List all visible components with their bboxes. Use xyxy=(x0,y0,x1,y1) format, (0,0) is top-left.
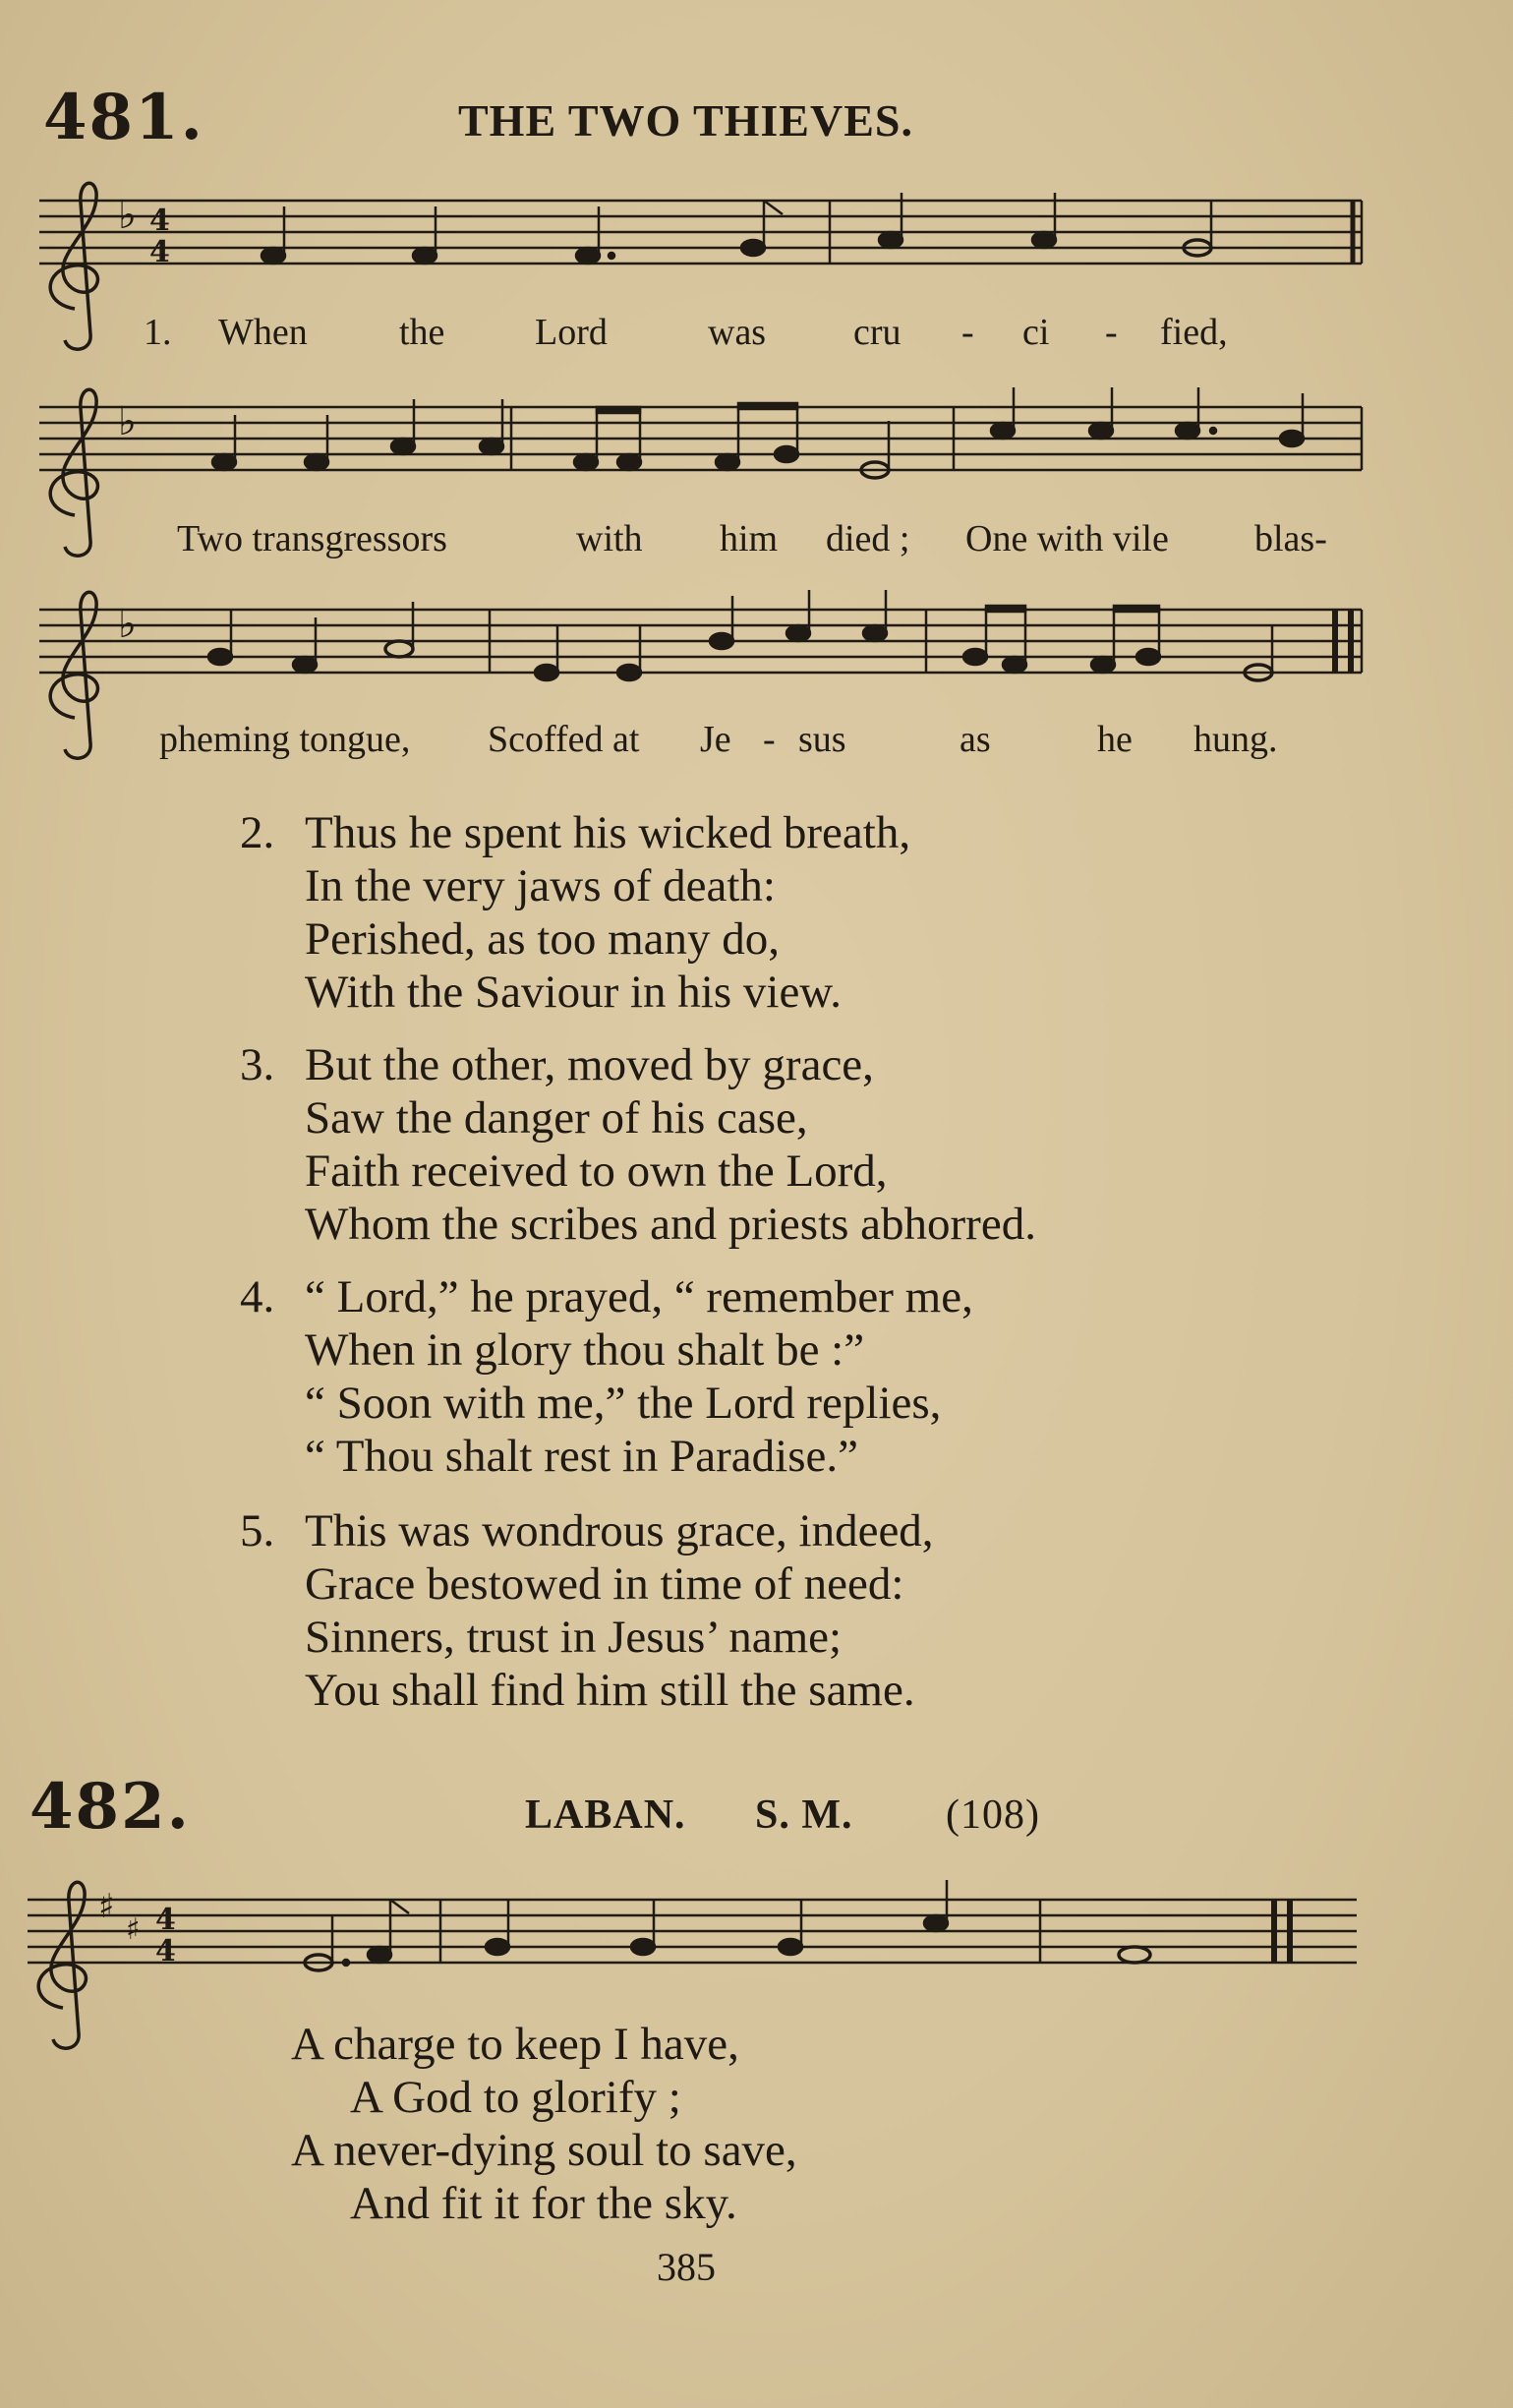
svg-text:4: 4 xyxy=(155,1934,176,1968)
svg-text:♭: ♭ xyxy=(118,193,137,238)
music-lyrics-line-3 xyxy=(0,718,1513,763)
verse-line: A never-dying soul to save, xyxy=(291,2125,797,2176)
lyric-syllable: Two transgressors xyxy=(177,518,447,559)
stanza-number: 2. xyxy=(240,807,275,858)
verse-line: A charge to keep I have, xyxy=(291,2019,739,2070)
stanza-3 xyxy=(240,1038,1321,1251)
lyric-syllable: - xyxy=(763,719,776,760)
music-lyrics-line-1 xyxy=(0,311,1513,356)
stanza-4 xyxy=(240,1270,1321,1483)
stanza-line: “ Thou shalt rest in Paradise.” xyxy=(305,1431,858,1482)
stanza-number: 3. xyxy=(240,1039,275,1090)
hymn-481-number: 481. xyxy=(43,81,204,154)
lyric-syllable: 1. xyxy=(144,312,172,353)
lyric-syllable: was xyxy=(708,312,767,353)
stanza-line: Sinners, trust in Jesus’ name; xyxy=(305,1612,843,1663)
hymn-482-tune-ref: (108) xyxy=(946,1792,1040,1838)
stanza-line: “ Lord,” he prayed, “ remember me, xyxy=(305,1271,973,1322)
stanza-line: Grace bestowed in time of need: xyxy=(305,1558,904,1610)
verse-line: And fit it for the sky. xyxy=(350,2178,737,2229)
stanza-2 xyxy=(240,806,1321,1019)
stanza-line: But the other, moved by grace, xyxy=(305,1039,874,1090)
stanza-line: Perished, as too many do, xyxy=(305,913,780,965)
stanza-line: In the very jaws of death: xyxy=(305,860,776,911)
hymn-482-meter: S. M. xyxy=(755,1792,853,1838)
stanza-line: With the Saviour in his view. xyxy=(305,967,842,1018)
lyric-syllable: - xyxy=(961,312,974,353)
stanza-line: When in glory thou shalt be :” xyxy=(305,1324,865,1376)
lyric-syllable: him xyxy=(720,518,779,559)
lyric-syllable: he xyxy=(1097,719,1133,760)
lyric-syllable: One with vile xyxy=(965,518,1169,559)
laban-verse xyxy=(291,2018,1274,2234)
stanza-5 xyxy=(240,1504,1321,1717)
stanza-line: Whom the scribes and priests abhorred. xyxy=(305,1199,1036,1250)
lyric-syllable: Scoffed at xyxy=(488,719,640,760)
music-lyrics-line-2 xyxy=(0,517,1513,562)
stanza-line: “ Soon with me,” the Lord replies, xyxy=(305,1378,942,1429)
stanza-number: 5. xyxy=(240,1505,275,1556)
lyric-syllable: pheming tongue, xyxy=(159,719,411,760)
hymn-482-number: 482. xyxy=(29,1770,191,1844)
stanza-line: Saw the danger of his case, xyxy=(305,1092,808,1144)
stanza-line: Faith received to own the Lord, xyxy=(305,1145,888,1197)
lyric-syllable: blas- xyxy=(1254,518,1327,559)
svg-text:♯: ♯ xyxy=(98,1887,115,1926)
hymn-482-tune-name: LABAN. xyxy=(525,1792,686,1838)
lyric-syllable: ci xyxy=(1022,312,1050,353)
lyric-syllable: Lord xyxy=(535,312,608,353)
svg-text:4: 4 xyxy=(149,235,170,269)
svg-text:4: 4 xyxy=(155,1903,176,1937)
stanza-line: This was wondrous grace, indeed, xyxy=(305,1505,934,1556)
svg-text:♯: ♯ xyxy=(126,1912,141,1947)
lyric-syllable: sus xyxy=(798,719,846,760)
svg-text:4: 4 xyxy=(149,204,170,238)
stanza-line: Thus he spent his wicked breath, xyxy=(305,807,911,858)
lyric-syllable: with xyxy=(576,518,643,559)
lyric-syllable: died ; xyxy=(826,518,910,559)
svg-text:♭: ♭ xyxy=(118,602,137,647)
lyric-syllable: fied, xyxy=(1160,312,1228,353)
lyric-syllable: Je xyxy=(700,719,731,760)
lyric-syllable: the xyxy=(399,312,445,353)
lyric-syllable: - xyxy=(1105,312,1118,353)
hymn-481-title: THE TWO THIEVES. xyxy=(458,95,913,146)
stanza-line: You shall find him still the same. xyxy=(305,1665,915,1716)
lyric-syllable: as xyxy=(960,719,991,760)
page-number: 385 xyxy=(657,2245,716,2289)
stanza-number: 4. xyxy=(240,1271,275,1322)
verse-line: A God to glorify ; xyxy=(350,2072,681,2123)
lyric-syllable: cru xyxy=(853,312,902,353)
lyric-syllable: When xyxy=(218,312,308,353)
lyric-syllable: hung. xyxy=(1193,719,1278,760)
svg-text:♭: ♭ xyxy=(118,399,137,444)
